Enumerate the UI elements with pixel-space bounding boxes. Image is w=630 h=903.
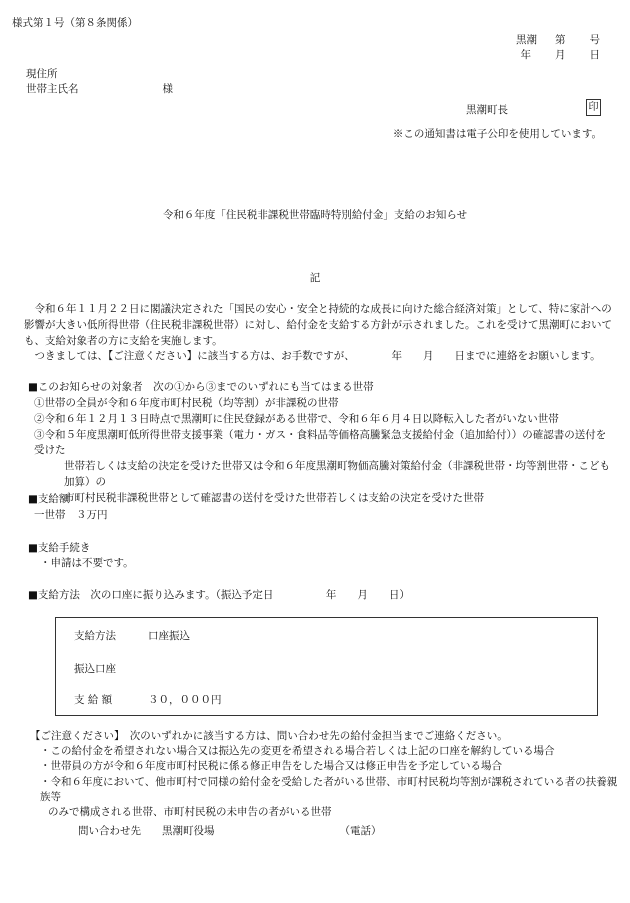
payment-amount-label: 支 給 額 <box>74 694 113 706</box>
electronic-seal-note: ※この通知書は電子公印を使用しています。 <box>392 128 602 140</box>
target-item-2: ②令和６年１２月１３日時点で黒潮町に住民登録がある世帯で、令和６年６月４日以降転入した者がいない世帯 <box>34 412 559 425</box>
date-year: 年 <box>520 49 531 61</box>
target-item-3-cont-2: 市町村民税非課税世帯として確認書の送付を受けた世帯若しくは支給の決定を受けた世帯 <box>64 491 484 504</box>
intro-paragraph-2: つきましては、【ご注意ください】に該当する方は、お手数ですが、 年 月 日までに連絡をお願いします。 <box>34 350 601 363</box>
notice-section <box>30 729 620 820</box>
form-label: 様式第１号（第８条関係） <box>12 17 138 29</box>
payment-amount-row <box>74 693 222 707</box>
payment-method-value: 口座振込 <box>148 630 190 642</box>
ki-heading: 記 <box>309 272 321 284</box>
doc-number-prefix: 黒潮 <box>516 34 537 46</box>
householder-name-label: 世帯主氏名 <box>26 83 79 95</box>
account-label: 振込口座 <box>74 663 116 675</box>
householder-name-row <box>26 82 173 96</box>
address-label: 現住所 <box>26 68 58 80</box>
notice-bullet-3-cont: のみで構成される世帯、市町村民税の未申告の者がいる世帯 <box>48 806 332 819</box>
intro-paragraph-1: 令和６年１１月２２日に閣議決定された「国民の安心・安全と持続的な成長に向けた総合経済対策」として、特に家計への影響が大きい低所得世帯（住民税非課税世帯）に対し、給付金を支給する方針が示されました。これを受けて黒潮町においても、支給対象者の方に支給を実施します。 <box>24 303 612 347</box>
document-date <box>521 48 601 62</box>
notice-heading: 【ご注意ください】 次のいずれかに該当する方は、問い合わせ先の給付金担当までご連絡ください。 <box>30 730 508 742</box>
target-item-3: ③令和５年度黒潮町低所得世帯支援事業（電力・ガス・食料品等価格高騰緊急支援給付金（追加給付））の確認書の送付を受けた <box>34 428 607 457</box>
amount-heading: ■支給額 <box>28 493 70 505</box>
notice-bullet-3: ・令和６年度において、他市町村で同様の給付金を受給した者がいる世帯、市町村民税均等割が課税されている者の扶養親族等 <box>40 775 618 803</box>
target-item-3-cont-1: 世帯若しくは支給の決定を受けた世帯又は令和６年度黒潮町物価高騰対策給付金（非課税世帯・均等割世帯・こども加算）の <box>64 460 610 488</box>
notice-bullet-2: ・世帯員の方が令和６年度市町村民税に係る修正申告をした場合又は修正申告を予定している場合 <box>40 760 502 773</box>
notice-title: 令和６年度「住民税非課税世帯臨時特別給付金」支給のお知らせ <box>162 209 468 221</box>
target-item-1: ①世帯の全員が令和６年度市町村民税（均等割）が非課税の世帯 <box>34 397 339 409</box>
notice-bullet-1: ・この給付金を希望されない場合又は振込先の変更を希望される場合若しくは上記の口座を解約している場合 <box>40 745 555 758</box>
payment-method-row <box>74 629 190 643</box>
date-month: 月 <box>555 49 566 61</box>
contact-label: 問い合わせ先 黒潮町役場 <box>78 825 215 837</box>
honorific: 様 <box>162 83 173 95</box>
document-number <box>516 33 600 47</box>
doc-number-go: 号 <box>589 34 600 46</box>
intro-section <box>24 302 614 365</box>
seal-stamp: 印 <box>586 99 601 116</box>
doc-number-dai: 第 <box>555 34 566 46</box>
payment-amount-value: ３０，０００円 <box>148 694 222 706</box>
target-heading: ■このお知らせの対象者 次の①から③までのいずれにも当てはまる世帯 <box>28 381 374 393</box>
mayor-name: 黒潮町長 <box>466 104 508 116</box>
payment-method-line: ■支給方法 次の口座に振り込みます。（振込予定日 年 月 日） <box>28 589 410 601</box>
payment-details-box <box>55 617 598 716</box>
amount-value: 一世帯 ３万円 <box>34 509 108 521</box>
contact-row <box>78 824 382 838</box>
contact-tel: （電話） <box>339 825 382 837</box>
payment-method-label: 支給方法 <box>74 630 116 642</box>
procedure-heading: ■支給手続き <box>28 542 91 554</box>
target-list <box>34 396 614 506</box>
procedure-value: ・申請は不要です。 <box>40 557 134 569</box>
account-row <box>74 662 148 676</box>
date-day: 日 <box>589 49 600 61</box>
